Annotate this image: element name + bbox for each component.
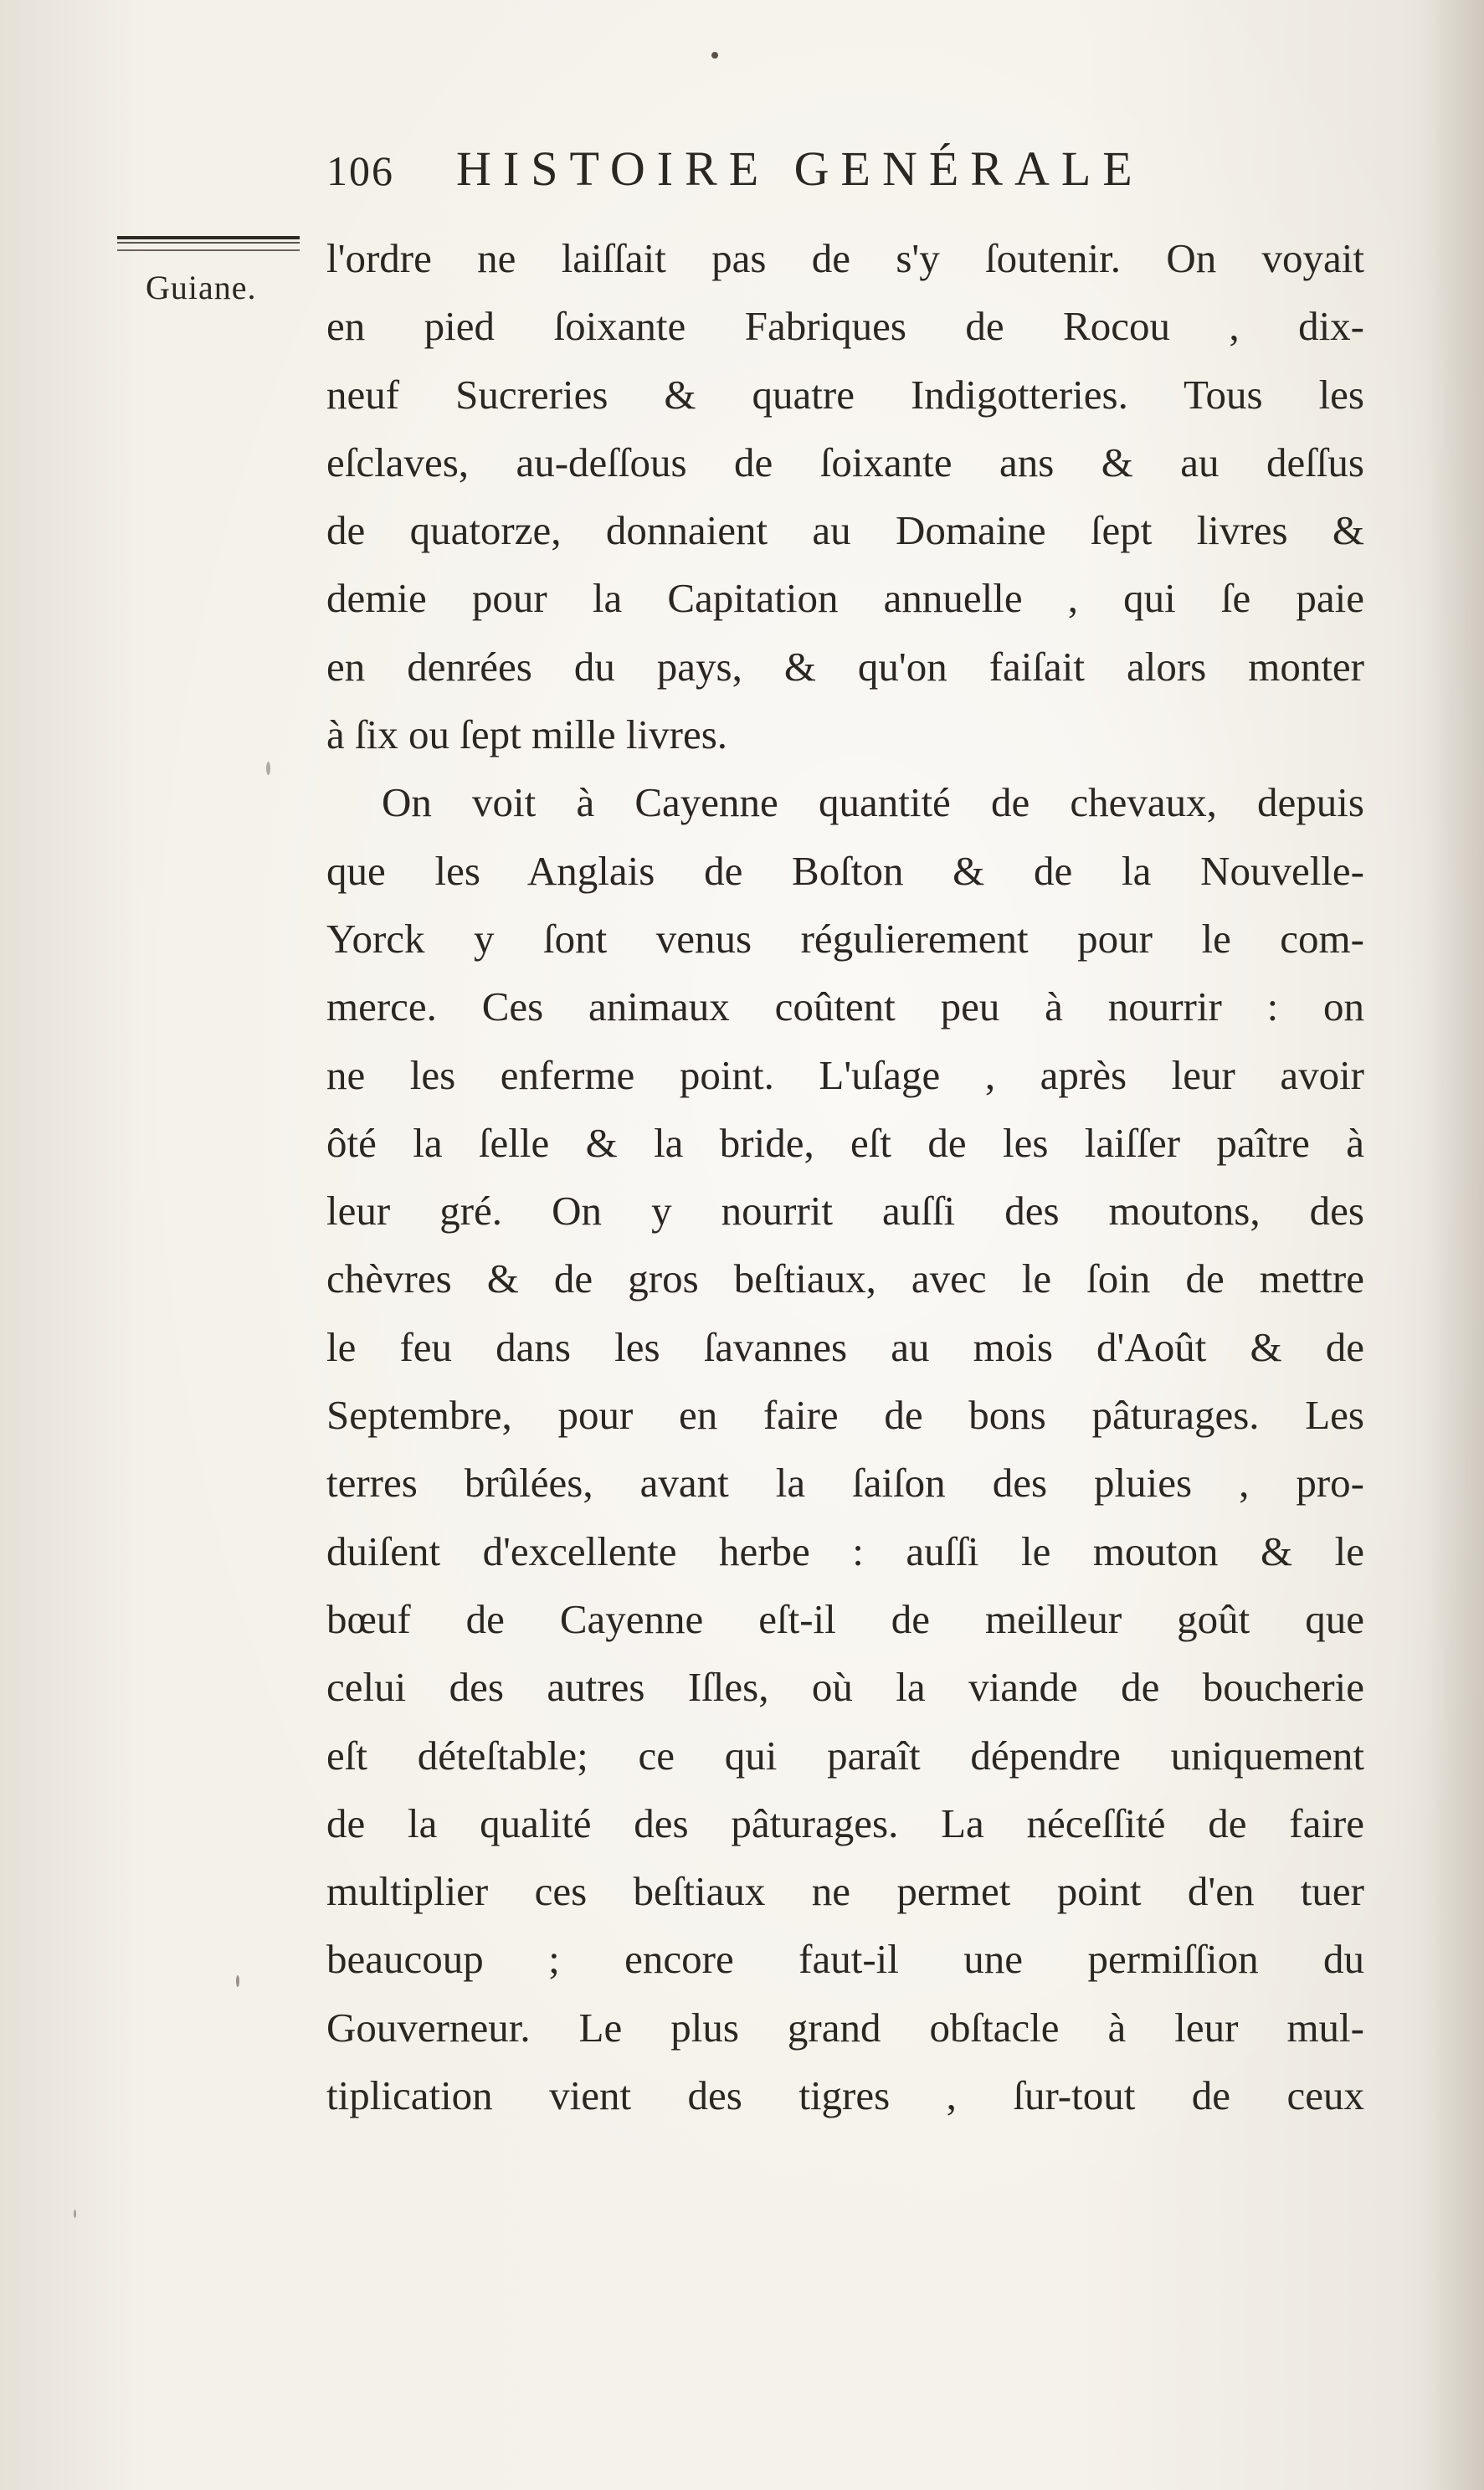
text-line: le feu dans les ſavannes au mois d'Août & de <box>326 1323 1364 1370</box>
text-line: Septembre, pour en faire de bons pâturages. Les <box>326 1392 1364 1439</box>
paper-speck <box>236 1975 239 1987</box>
text-line: eſt déteſtable; ce qui paraît dépendre uniquement <box>326 1732 1364 1779</box>
text-line: leur gré. On y nourrit auſſi des moutons, des <box>326 1188 1364 1235</box>
text-line: eſclaves, au-deſſous de ſoixante ans & au deſſus <box>326 439 1364 485</box>
text-line: en pied ſoixante Fabriques de Rocou , dix- <box>326 303 1364 350</box>
paper-speck <box>711 52 718 59</box>
text-line: demie pour la Capitation annuelle , qui ſe paie <box>326 575 1364 622</box>
text-line: de la qualité des pâturages. La néceſſité de faire <box>326 1799 1364 1846</box>
paper-speck <box>74 2210 76 2218</box>
text-line: celui des autres Iſles, où la viande de boucherie <box>326 1664 1364 1711</box>
text-line: ne les enferme point. L'uſage , après leur avoir <box>326 1051 1364 1098</box>
text-line: bœuf de Cayenne eſt-il de meilleur goût que <box>326 1595 1364 1642</box>
text-line: neuf Sucreries & quatre Indigotteries. Tous les <box>326 371 1364 418</box>
text-line: chèvres & de gros beſtiaux, avec le ſoin de mettre <box>326 1255 1364 1302</box>
page-number: 106 <box>326 147 394 194</box>
text-line: terres brûlées, avant la ſaiſon des pluies , pro- <box>326 1460 1364 1507</box>
body-text <box>326 224 1364 2129</box>
text-line: de quatorze, donnaient au Domaine ſept livres & <box>326 507 1364 554</box>
running-head: HISTOIRE GENÉRALE <box>456 141 1144 196</box>
text-line: beaucoup ; encore faut-il une permiſſion du <box>326 1936 1364 1983</box>
paper-speck <box>266 762 270 775</box>
text-line: Gouverneur. Le plus grand obſtacle à leur mul- <box>326 2004 1364 2051</box>
text-line: que les Anglais de Boſton & de la Nouvelle- <box>326 847 1364 894</box>
text-line: ôté la ſelle & la bride, eſt de les laiſſer paître à <box>326 1119 1364 1166</box>
text-line: à ſix ou ſept mille livres. <box>326 711 728 758</box>
text-line: en denrées du pays, & qu'on faiſait alors monter <box>326 643 1364 690</box>
page-header <box>326 141 1364 208</box>
text-line: l'ordre ne laiſſait pas de s'y ſoutenir. On voyait <box>326 235 1364 281</box>
text-line: On voit à Cayenne quantité de chevaux, depuis <box>382 779 1364 826</box>
page-edge-shadow <box>1425 0 1484 2490</box>
text-line: duiſent d'excellente herbe : auſſi le mouton & le <box>326 1527 1364 1574</box>
text-line: Yorck y ſont venus régulierement pour le com- <box>326 915 1364 962</box>
margin-rule-thin <box>117 249 300 251</box>
text-line: tiplication vient des tigres , ſur-tout de ceux <box>326 2072 1364 2119</box>
margin-rule <box>117 236 300 244</box>
text-line: merce. Ces animaux coûtent peu à nourrir : on <box>326 983 1364 1030</box>
margin-note: Guiane. <box>146 269 257 306</box>
text-line: multiplier ces beſtiaux ne permet point d'en tuer <box>326 1868 1364 1915</box>
